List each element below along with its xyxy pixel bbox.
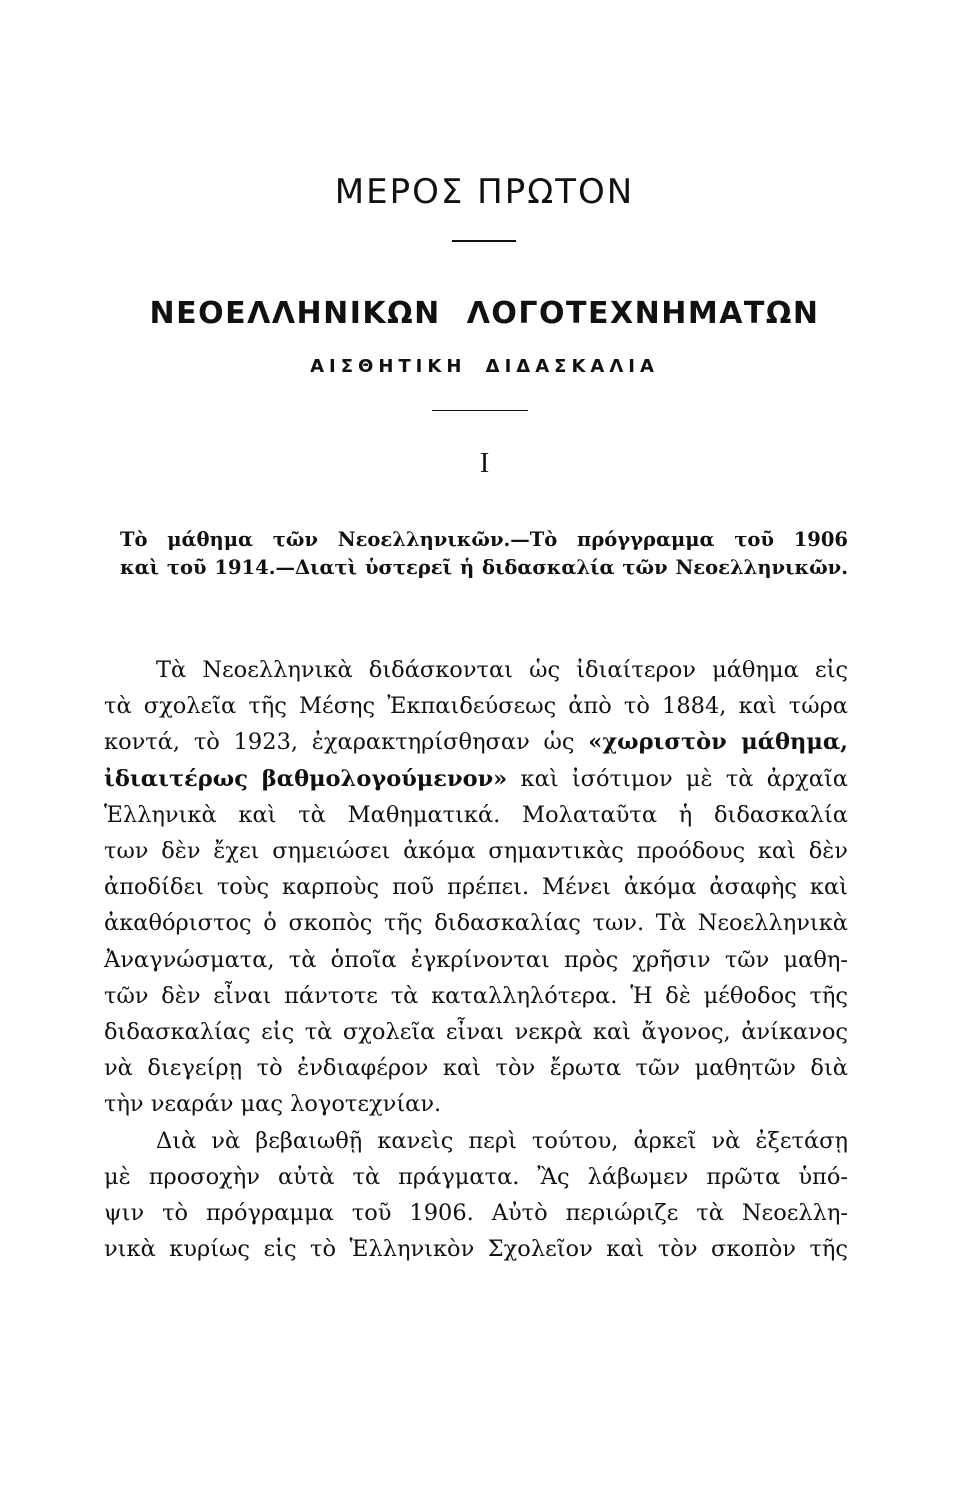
text-line: τὰ σχολεῖα τῆς Μέσης Ἐκπαιδεύσεως ἀπὸ τὸ 1884, καὶ τώρα [104,693,848,720]
text-line: τὴν νεαράν μας λογοτεχνίαν. [104,1091,442,1118]
text-line: νικὰ κυρίως εἰς τὸ Ἑλληνικὸν Σχολεῖον καὶ τὸν σκοπὸν τῆς [104,1236,848,1263]
text-line: νὰ διεγείρῃ τὸ ἐνδιαφέρον καὶ τὸν ἔρωτα τῶν μαθητῶν διὰ [104,1055,848,1082]
subtitle: ΑΙΣΘΗΤΙΚΗ ΔΙΔΑΣΚΑΛΙΑ [310,356,659,377]
part-title: ΜΕΡΟΣ ΠΡΩΤΟΝ [334,172,635,212]
emphasized-text: ἰδιαιτέρως βαθμολογούμενον» [104,765,508,792]
body-text [104,652,848,1267]
main-title: ΝΕΟΕΛΛΗΝΙΚΩΝ ΛΟΓΟΤΕΧΝΗΜΑΤΩΝ [149,296,820,331]
text-line: Διὰ νὰ βεβαιωθῇ κανεὶς περὶ τούτου, ἀρκεῖ νὰ ἐξετάσῃ [156,1127,848,1154]
text-line: Τὰ Νεοελληνικὰ διδάσκονται ὡς ἰδιαίτερον μάθημα εἰς [156,657,848,683]
chapter-summary [120,526,848,582]
text-line: Ἑλληνικὰ καὶ τὰ Μαθηματικά. Μολαταῦτα ἡ διδασκαλία [104,801,848,828]
summary-line: Τὸ μάθημα τῶν Νεοελληνικῶν.—Τὸ πρόγγραμμα τοῦ 1906 [120,528,848,551]
text-line: ἀκαθόριστος ὁ σκοπὸς τῆς διδασκαλίας των. Τὰ Νεοελληνικὰ [104,910,848,937]
text-line [104,761,848,797]
text-run: καὶ ἰσότιμον μὲ τὰ ἀρχαῖα [520,765,848,792]
text-line: Ἀναγνώσματα, τὰ ὁποῖα ἐγκρίνονται πρὸς χρῆσιν τῶν μαθη- [104,946,848,973]
summary-line: καὶ τοῦ 1914.—Διατὶ ὑστερεῖ ἡ διδασκαλία τῶν Νεοελληνικῶν. [120,556,848,579]
text-line: διδασκαλίας εἰς τὰ σχολεῖα εἶναι νεκρὰ καὶ ἄγονος, ἀνίκανος [104,1019,848,1046]
title-divider [452,240,516,242]
text-line: μὲ προσοχὴν αὐτὰ τὰ πράγματα. Ἂς λάβωμεν πρῶτα ὑπό- [104,1163,848,1190]
emphasized-text: «χωριστὸν μάθημα, [588,729,848,756]
text-line: των δὲν ἔχει σημειώσει ἀκόμα σημαντικὰς προόδους καὶ δὲν [104,838,848,865]
subtitle-divider [432,410,528,411]
text-run: κοντά, τὸ 1923, ἐχαρακτηρίσθησαν ὡς [104,729,575,756]
text-line [104,724,848,760]
text-line: τῶν δὲν εἶναι πάντοτε τὰ καταλληλότερα. Ἡ δὲ μέθοδος τῆς [104,982,848,1009]
text-line: ἀποδίδει τοὺς καρποὺς ποῦ πρέπει. Μένει ἀκόμα ἀσαφὴς καὶ [104,874,848,901]
text-line: ψιν τὸ πρόγραμμα τοῦ 1906. Αὐτὸ περιώριζε τὰ Νεοελλη- [104,1200,848,1227]
chapter-number: I [479,448,490,479]
